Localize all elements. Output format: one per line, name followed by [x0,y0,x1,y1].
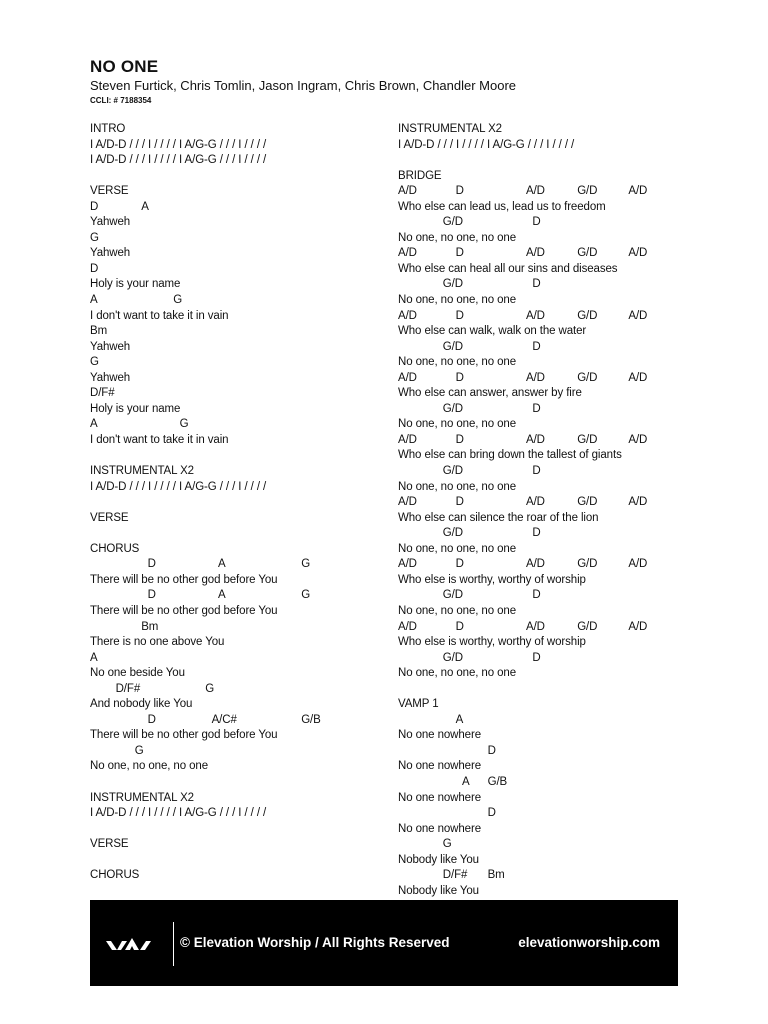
left-column-text: D [90,262,99,275]
right-column-text: No one nowhere [398,822,481,835]
right-column-line [398,448,688,464]
left-column-text: D/F# [115,682,141,695]
right-column-text: D [455,185,464,198]
right-column-line [398,868,688,884]
left-column-text: D [90,200,99,213]
left-column-text: G [205,682,215,695]
left-column-line [90,573,380,589]
left-column-text: Yahweh [90,371,131,384]
website-link[interactable]: elevationworship.com [518,935,660,950]
left-column-text: Bm [90,325,108,338]
right-column-text: Who else can heal all our sins and diseases [398,262,618,275]
right-column-text: D [455,371,464,384]
right-column-line [398,480,688,496]
right-column-text: A/D [398,558,417,571]
left-column-text: G [301,558,311,571]
left-column-line [90,464,380,480]
right-column-text: G/D [442,402,463,415]
right-column-text: D [455,620,464,633]
left-column-line [90,557,380,573]
left-column-line [90,620,380,636]
right-column-text: G/D [577,558,598,571]
left-column-line [90,511,380,527]
right-column-line [398,573,688,589]
left-column-text: INSTRUMENTAL X2 [90,465,194,478]
right-column-line [398,262,688,278]
left-column-text: There will be no other god before You [90,573,278,586]
right-column-text: D [532,278,541,291]
left-column-text: A [218,589,226,602]
right-column-text: A/D [628,309,648,322]
right-column-text: Who else can silence the roar of the lion [398,511,599,524]
left-column-line [90,822,380,838]
left-column-line [90,868,380,884]
left-column-line [90,728,380,744]
right-column-text: A [462,775,470,788]
left-column-line [90,122,380,138]
right-column-text: A/D [526,247,545,260]
right-column-line [398,495,688,511]
right-column-text: BRIDGE [398,169,442,182]
left-column-line [90,697,380,713]
left-column-text: A/C# [211,713,237,726]
left-column-text: Yahweh [90,216,131,229]
right-column-line [398,635,688,651]
left-column-text: And nobody like You [90,698,193,711]
right-column-line [398,433,688,449]
right-column-text: Who else can answer, answer by fire [398,387,582,400]
left-column-text: G [134,744,144,757]
right-column-text: No one, no one, no one [398,294,517,307]
right-column-line [398,713,688,729]
right-column-line [398,604,688,620]
left-column-line [90,837,380,853]
right-column-text: G/D [577,433,598,446]
right-column-line [398,184,688,200]
left-column-text: G [90,231,99,244]
left-column-text: D/F# [90,387,115,400]
left-column [90,122,380,884]
right-column-line [398,355,688,371]
left-column-line [90,371,380,387]
elevation-worship-logo-icon [106,934,158,954]
left-column-line [90,169,380,185]
right-column-line [398,386,688,402]
right-column-text: G/D [577,371,598,384]
left-column-text: VERSE [90,185,129,198]
left-column-line [90,604,380,620]
right-column-text: D [532,651,541,664]
left-column-line [90,262,380,278]
right-column-text: I A/D-D / / / I / / / / I A/G-G / / / I / / / / [398,138,575,151]
right-column-text: G/D [577,309,598,322]
left-column-text: A [218,558,226,571]
left-column-line [90,480,380,496]
left-column-text: INTRO [90,123,126,135]
left-column-line [90,340,380,356]
left-column-text: I don't want to take it in vain [90,433,229,446]
left-column-line [90,744,380,760]
left-column-text: VERSE [90,838,129,851]
left-column-text: D [147,713,156,726]
left-column-line [90,324,380,340]
left-column-line [90,293,380,309]
left-column-line [90,277,380,293]
left-column-line [90,215,380,231]
right-column [398,122,688,899]
right-column-line [398,682,688,698]
right-column-text: A/D [628,371,648,384]
left-column-line [90,775,380,791]
left-column-text: There will be no other god before You [90,729,278,742]
right-column-text: No one, no one, no one [398,480,517,493]
left-column-line [90,542,380,558]
left-column-line [90,386,380,402]
right-column-line [398,666,688,682]
left-column-text: Holy is your name [90,278,181,291]
right-column-text: D [455,247,464,260]
left-column-line [90,806,380,822]
right-column-line [398,884,688,900]
right-column-text: D [532,527,541,540]
right-column-text: INSTRUMENTAL X2 [398,123,502,135]
left-column-text: There will be no other god before You [90,604,278,617]
right-column-text: D [487,744,496,757]
left-column-text: Bm [141,620,159,633]
right-column-text: No one, no one, no one [398,542,517,555]
right-column-text: G/D [577,247,598,260]
footer-banner [90,900,678,986]
right-column-line [398,697,688,713]
right-column-text: No one nowhere [398,760,481,773]
left-column-text: I A/D-D / / / I / / / / I A/G-G / / / I / / / / [90,138,267,151]
right-column-text: Nobody like You [398,884,479,897]
song-title: NO ONE [90,57,159,76]
left-column-text: A [90,418,98,431]
right-column-text: A/D [526,371,545,384]
right-column-text: Who else can lead us, lead us to freedom [398,200,606,213]
left-column-text: No one beside You [90,667,185,680]
ccli-number: CCLI: # 7188354 [90,96,152,105]
right-column-text: A/D [398,309,417,322]
left-column-text: G [90,356,99,369]
right-column-text: A/D [628,433,648,446]
right-column-text: A/D [398,185,417,198]
right-column-line [398,309,688,325]
right-column-line [398,728,688,744]
left-column-line [90,713,380,729]
left-column-line [90,651,380,667]
left-column-line [90,309,380,325]
right-column-text: A/D [526,185,545,198]
left-column-line [90,433,380,449]
right-column-text: No one nowhere [398,729,481,742]
right-column-line [398,822,688,838]
left-column-text: I don't want to take it in vain [90,309,229,322]
right-column-line [398,806,688,822]
right-column-line [398,791,688,807]
right-column-line [398,542,688,558]
right-column-text: Bm [487,869,505,882]
right-column-text: A/D [628,185,648,198]
right-column-line [398,759,688,775]
right-column-line [398,417,688,433]
left-column-text: A [90,651,98,664]
left-column-line [90,417,380,433]
left-column-text: D [147,558,156,571]
left-column-line [90,666,380,682]
right-column-line [398,324,688,340]
right-column-line [398,200,688,216]
right-column-text: G/D [442,278,463,291]
right-column-text: A/D [398,247,417,260]
right-column-line [398,775,688,791]
right-column-text: A/D [628,620,648,633]
left-column-text: I A/D-D / / / I / / / / I A/G-G / / / I / / / / [90,807,267,820]
right-column-text: D/F# [442,869,468,882]
right-column-text: G/D [442,340,463,353]
right-column-text: A/D [628,247,648,260]
left-column-line [90,184,380,200]
left-column-text: VERSE [90,511,129,524]
left-column-line [90,402,380,418]
right-column-line [398,837,688,853]
left-column-line [90,759,380,775]
right-column-text: A/D [526,309,545,322]
right-column-text: A/D [628,558,648,571]
left-column-text: D [147,589,156,602]
left-column-line [90,791,380,807]
footer-divider [173,922,174,966]
left-column-text: INSTRUMENTAL X2 [90,791,194,804]
right-column-text: A/D [398,620,417,633]
left-column-text: Yahweh [90,340,131,353]
left-column-text: G [301,589,311,602]
right-column-line [398,246,688,262]
right-column-text: A [455,713,464,726]
right-column-text: No one, no one, no one [398,418,517,431]
right-column-text: D [487,807,496,820]
right-column-line [398,169,688,185]
right-column-text: VAMP 1 [398,698,439,711]
right-column-text: D [455,558,464,571]
right-column-line [398,138,688,154]
left-column-line [90,138,380,154]
right-column-text: A/D [398,496,417,509]
right-column-line [398,744,688,760]
left-column-line [90,448,380,464]
left-column-line [90,495,380,511]
left-column-text: A [141,200,149,213]
right-column-line [398,122,688,138]
right-column-line [398,651,688,667]
right-column-text: Who else can bring down the tallest of giants [398,449,622,462]
right-column-line [398,853,688,869]
right-column-text: G/D [442,216,463,229]
right-column-text: D [532,402,541,415]
left-column-line [90,588,380,604]
right-column-text: A/D [526,496,545,509]
left-column-text: G [173,294,183,307]
right-column-line [398,153,688,169]
song-authors: Steven Furtick, Chris Tomlin, Jason Ingram, Chris Brown, Chandler Moore [90,78,517,93]
left-column-text: G/B [301,713,321,726]
right-column-line [398,371,688,387]
right-column-text: G/D [577,496,598,509]
left-column-text: No one, no one, no one [90,760,209,773]
right-column-text: No one, no one, no one [398,231,517,244]
right-column-text: D [532,216,541,229]
copyright-notice: © Elevation Worship / All Rights Reserved [180,935,450,950]
left-column-text: I A/D-D / / / I / / / / I A/G-G / / / I / / / / [90,154,267,167]
left-column-line [90,682,380,698]
right-column-text: D [532,465,541,478]
right-column-text: G [442,838,452,851]
left-column-text: There is no one above You [90,636,225,649]
right-column-text: A/D [398,433,417,446]
right-column-line [398,340,688,356]
right-column-text: D [532,340,541,353]
right-column-text: D [532,589,541,602]
left-column-line [90,231,380,247]
right-column-text: Who else is worthy, worthy of worship [398,636,586,649]
right-column-text: G/D [442,465,463,478]
left-column-line [90,200,380,216]
right-column-text: A/D [526,433,545,446]
right-column-text: No one, no one, no one [398,667,517,680]
left-column-line [90,246,380,262]
left-column-line [90,153,380,169]
left-column-text: Holy is your name [90,402,181,415]
right-column-line [398,620,688,636]
right-column-text: D [455,433,464,446]
right-column-text: A/D [526,558,545,571]
right-column-text: D [455,496,464,509]
left-column-text: CHORUS [90,542,140,555]
right-column-text: Nobody like You [398,853,479,866]
right-column-text: D [455,309,464,322]
right-column-line [398,511,688,527]
left-column-line [90,635,380,651]
right-column-text: G/D [442,651,463,664]
right-column-text: No one, no one, no one [398,356,517,369]
right-column-line [398,277,688,293]
right-column-line [398,215,688,231]
right-column-text: Who else is worthy, worthy of worship [398,573,586,586]
left-column-text: G [179,418,189,431]
left-column-line [90,526,380,542]
right-column-text: Who else can walk, walk on the water [398,325,587,338]
left-column-text: A [90,294,98,307]
right-column-line [398,464,688,480]
right-column-text: G/D [577,620,598,633]
left-column-text: I A/D-D / / / I / / / / I A/G-G / / / I / / / / [90,480,267,493]
right-column-line [398,402,688,418]
right-column-line [398,231,688,247]
right-column-text: G/B [487,775,508,788]
right-column-text: A/D [398,371,417,384]
right-column-text: G/D [442,527,463,540]
left-column-text: Yahweh [90,247,131,260]
right-column-line [398,588,688,604]
right-column-text: A/D [628,496,648,509]
right-column-text: No one nowhere [398,791,481,804]
right-column-text: G/D [577,185,598,198]
left-column-line [90,355,380,371]
left-column-line [90,853,380,869]
right-column-text: No one, no one, no one [398,604,517,617]
right-column-line [398,526,688,542]
left-column-text: CHORUS [90,869,140,882]
right-column-line [398,293,688,309]
right-column-line [398,557,688,573]
right-column-text: G/D [442,589,463,602]
right-column-text: A/D [526,620,545,633]
